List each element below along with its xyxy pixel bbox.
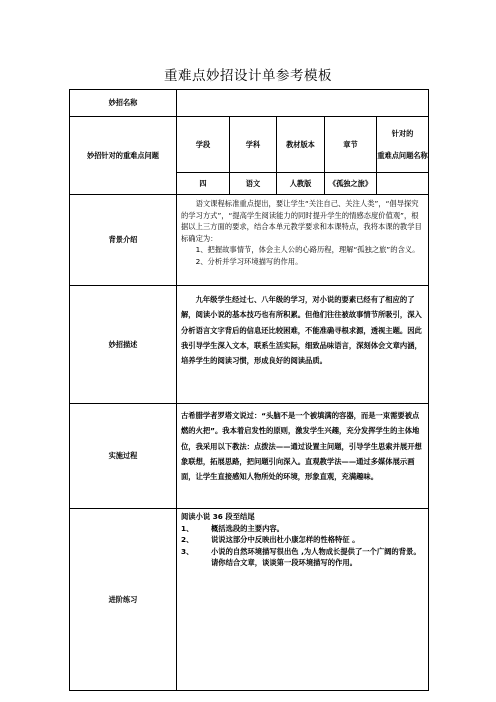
label-description: 妙招描述 [70, 286, 177, 404]
row-name [70, 90, 429, 117]
row-description [70, 286, 429, 404]
process-text [177, 404, 429, 509]
value-problem-name [377, 173, 429, 195]
practice-item [181, 523, 424, 535]
header-edition: 教材版本 [277, 117, 325, 173]
value-stage: 四 [177, 173, 230, 195]
row-practice [70, 509, 429, 691]
header-subject: 学科 [230, 117, 277, 173]
header-problem-name [377, 117, 429, 173]
value-subject: 语文 [230, 173, 277, 195]
design-table [69, 89, 429, 691]
label-name: 妙招名称 [70, 90, 177, 117]
value-chapter: 《孤独之旅》 [325, 173, 377, 195]
row-problem-headers [70, 117, 429, 173]
header-problem-name-line2: 重难点问题名称 [377, 151, 428, 160]
description-paragraph: 九年级学生经过七、八年级的学习，对小说的要素已经有了相应的了解，阅读小说的基本技巧也有所积累。但他们往往被故事情节所吸引，深入分析语言文字背后的信息还比较困难，不能准确寻根求源，透视主题。因此我引导学生深入文本，联系生活实际，细致品味语言，深刻体会文章内涵，培养学生的阅读习惯，形成良好的阅读品质。 [181, 295, 422, 366]
background-paragraph: 语文课程标准重点提出，要让学生“关注自己、关注人类”，“倡导探究的学习方式”，“提高学生阅读能力的同时提升学生的情感态度价值观”，根据以上三方面的要求，结合本单元教学要求和本课特点，我将本课的教学目标确定为： [181, 199, 422, 243]
practice-item-text: 小说的自然环境描写很出色 ,为人物成长提供了一个广阔的背景。请你结合文章，谈谈第一段环境描写的作用。 [211, 546, 421, 567]
row-background [70, 195, 429, 286]
practice-item-number: 2、 [181, 535, 194, 544]
description-text [177, 286, 429, 404]
label-background: 背景介绍 [70, 195, 177, 286]
row-process [70, 404, 429, 509]
value-name [177, 90, 429, 117]
practice-item [181, 534, 424, 546]
practice-item-number: 3、 [181, 546, 194, 556]
practice-item-number: 1、 [181, 523, 194, 533]
header-stage: 学段 [177, 117, 230, 173]
page-title: 重难点妙招设计单参考模板 [164, 68, 332, 84]
header-problem-name-line1: 针对的 [391, 129, 414, 138]
practice-intro: 阅读小说 36 段至结尾 [181, 512, 255, 521]
value-edition: 人教版 [277, 173, 325, 195]
practice-item [181, 546, 424, 569]
practice-item-text: 说说这部分中反映出杜小康怎样的性格特征 。 [211, 535, 360, 544]
background-goal-2: 2、分析并学习环境描写的作用。 [195, 256, 303, 266]
process-paragraph: 古希腊学者罗塔文说过：“头脑不是一个被填满的容器，而是一束需要被点燃的火把”。我本着启发性的原则，激发学生兴趣，充分发挥学生的主体地位，我采用以下教法：点拨法——通过设置主问题，引导学生思索并展开想象联想，拓展思路，把问题引向深入。直观教学法——通过多媒体展示画面，让学生直接感知人物所处的环境，形象直观，充满趣味。 [181, 411, 422, 482]
label-process: 实施过程 [70, 404, 177, 509]
header-chapter: 章节 [325, 117, 377, 173]
practice-item-text: 概括选段的主要内容。 [211, 523, 284, 533]
background-goal-1: 1、把握故事情节，体会主人公的心路历程，理解“孤独之旅”的含义。 [195, 245, 420, 254]
label-problem: 妙招针对的重难点问题 [70, 117, 177, 195]
background-text [177, 195, 429, 286]
practice-text [177, 509, 429, 691]
label-practice: 进阶练习 [70, 509, 177, 691]
